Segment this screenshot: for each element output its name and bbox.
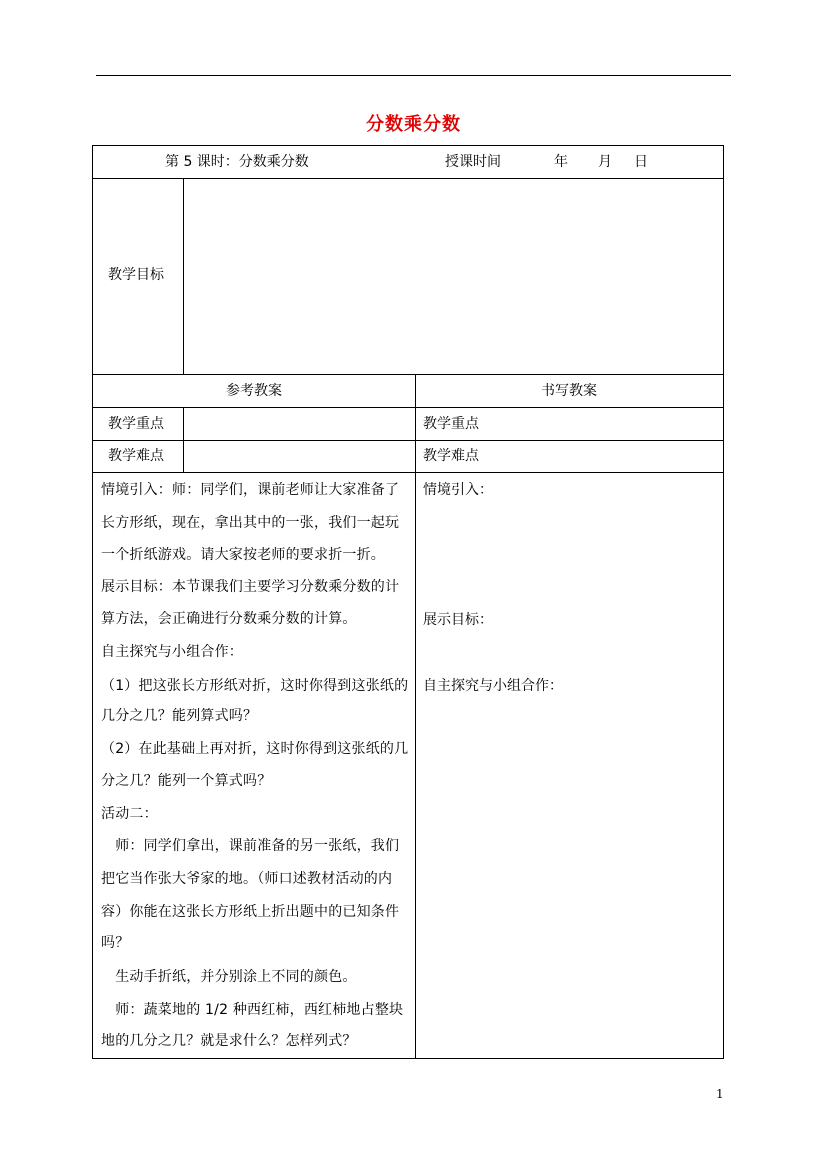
key-points-label-right: 教学重点 [423,416,479,432]
intro-label: 情境引入： [423,482,493,498]
body-line: 吗？ [101,935,130,951]
header-rule [96,75,731,76]
goals-label: 展示目标： [423,612,493,628]
objectives-label: 教学目标 [108,267,164,283]
written-plan-header: 书写教案 [541,383,597,399]
month-label: 月 [598,154,612,170]
key-points-label: 教学重点 [108,416,164,432]
body-line: 情境引入：师：同学们，课前老师让大家准备了 [101,482,400,498]
column-divider [415,374,416,1059]
body-line: 一个折纸游戏。请大家按老师的要求折一折。 [101,547,385,563]
document-title: 分数乘分数 [366,114,461,135]
body-line: （1）把这张长方形纸对折，这时你得到这张纸的 [101,678,409,694]
body-line: 展示目标：本节课我们主要学习分数乘分数的计 [101,579,400,595]
row-divider [93,440,723,441]
body-line: 分之几？能列一个算式吗？ [101,773,272,789]
column-divider [183,178,184,374]
row-divider [93,407,723,408]
body-line: 师：同学们拿出，课前准备的另一张纸，我们 [101,838,400,854]
body-line: 师：蔬菜地的 1/2 种西红柿，西红柿地占整块 [101,1002,404,1018]
time-label: 授课时间 [445,154,501,170]
row-divider [93,178,723,179]
row-divider [93,374,723,375]
row-divider [93,472,723,473]
body-line: 地的几分之几？就是求什么？怎样列式？ [101,1033,357,1049]
explore-label: 自主探究与小组合作： [423,678,563,694]
body-line: 活动二： [101,806,158,822]
body-line: （2）在此基础上再对折，这时你得到这张纸的几 [101,741,409,757]
day-label: 日 [634,154,648,170]
body-line: 容）你能在这张长方形纸上折出题中的已知条件 [101,904,400,920]
body-line: 自主探究与小组合作： [101,644,243,660]
reference-plan-header: 参考教案 [226,383,282,399]
body-line: 生动手折纸，并分别涂上不同的颜色。 [101,969,357,985]
lesson-plan-table [92,145,724,1059]
column-divider [183,407,184,472]
page-number: 1 [716,1087,724,1101]
year-label: 年 [554,154,568,170]
difficulties-label-right: 教学难点 [423,448,479,464]
body-line: 把它当作张大爷家的地。（师口述教材活动的内 [101,871,393,887]
body-line: 长方形纸，现在，拿出其中的一张，我们一起玩 [101,515,400,531]
body-line: 算方法，会正确进行分数乘分数的计算。 [101,611,357,627]
difficulties-label: 教学难点 [108,448,164,464]
lesson-label: 第 5 课时：分数乘分数 [165,154,309,170]
body-line: 几分之几？能列算式吗？ [101,708,258,724]
